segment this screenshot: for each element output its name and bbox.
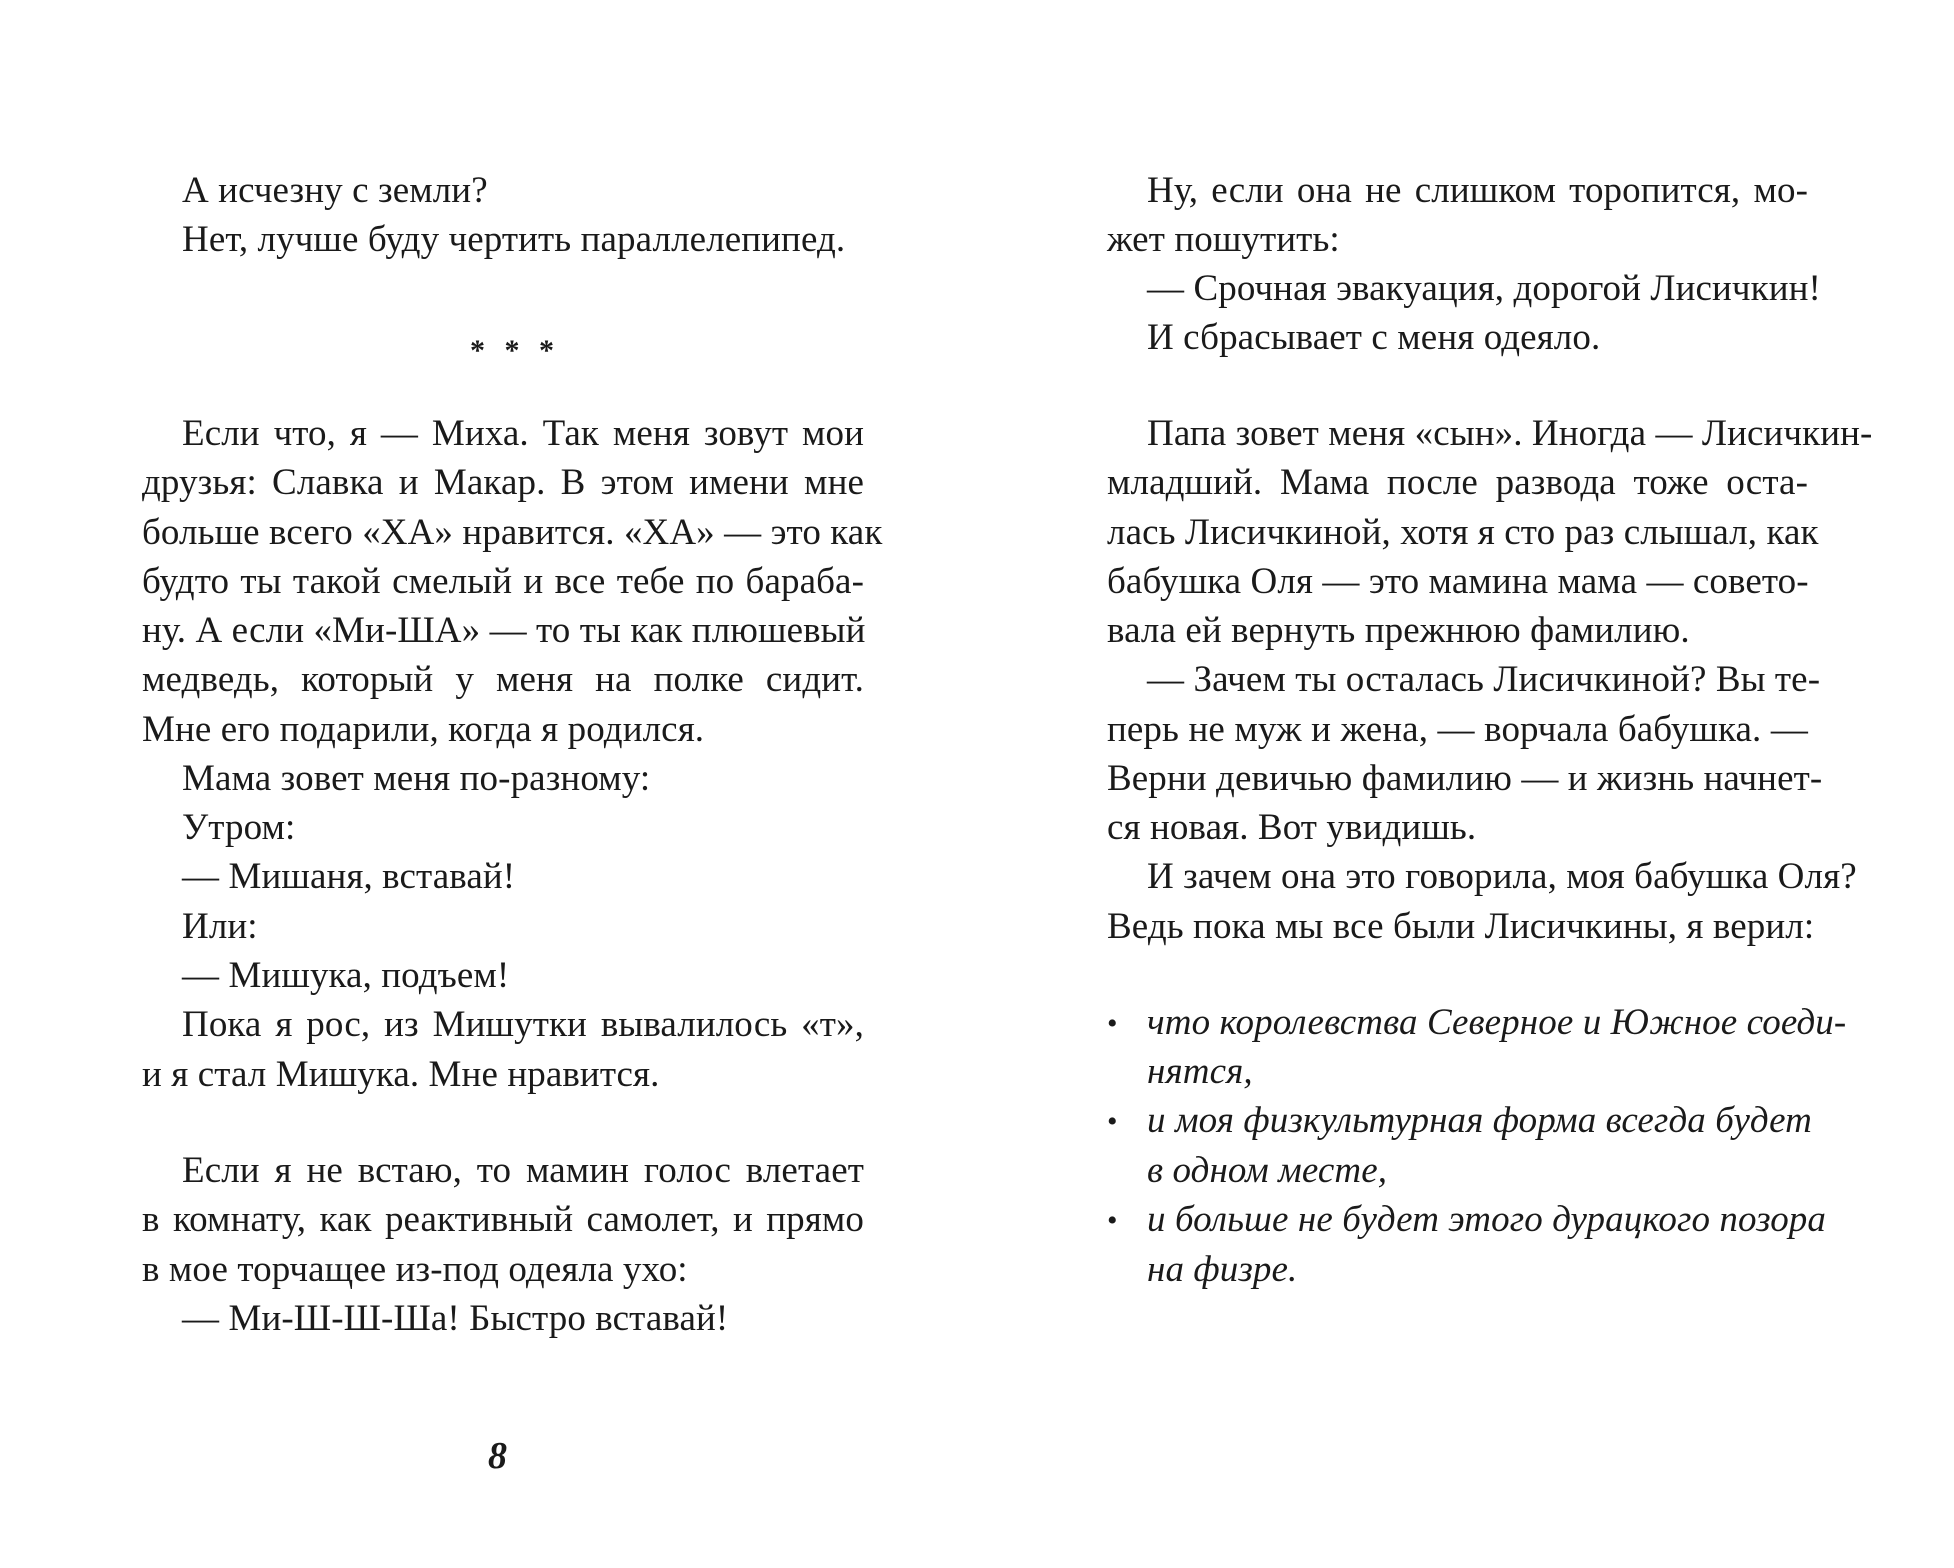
text-line: бабушка Оля — это мамина мама — совето- (1107, 561, 1809, 602)
list-item-text: и больше не будет этого дурацкого позора (1147, 1199, 1826, 1240)
list-item-text: нятся, (1147, 1051, 1253, 1092)
text-line: будто ты такой смелый и все тебе по бараба- (142, 561, 864, 602)
text-line: Нет, лучше буду чертить параллелепипед. (182, 219, 846, 260)
text-line: Ну, если она не слишком торопится, мо- (1147, 170, 1808, 211)
text-line: — Ми-Ш-Ш-Ша! Быстро вставай! (182, 1298, 729, 1339)
list-item-text: и моя физкультурная форма всегда будет (1147, 1100, 1812, 1141)
text-line: ну. А если «Ми-ША» — то ты как плюшевый (142, 610, 866, 651)
text-line: в комнату, как реактивный самолет, и прямо (142, 1199, 864, 1240)
page-number: 8 (488, 1435, 507, 1477)
bullet-icon: • (1107, 1204, 1118, 1237)
text-line: Мама зовет меня по-разному: (182, 758, 651, 799)
text-line: Ведь пока мы все были Лисичкины, я верил: (1107, 906, 1815, 947)
text-line: Пока я рос, из Мишутки вывалилось «т», (182, 1004, 864, 1045)
text-line: вала ей вернуть прежнюю фамилию. (1107, 610, 1690, 651)
text-line: И зачем она это говорила, моя бабушка Оля? (1147, 856, 1857, 897)
bullet-icon: • (1107, 1007, 1118, 1040)
text-line: Верни девичью фамилию — и жизнь начнет- (1107, 758, 1823, 799)
text-line: Если что, я — Миха. Так меня зовут мои (182, 413, 864, 454)
text-line: перь не муж и жена, — ворчала бабушка. — (1107, 709, 1808, 750)
text-line: — Мишука, подъем! (182, 955, 510, 996)
text-line: — Мишаня, вставай! (182, 856, 516, 897)
text-line: в мое торчащее из-под одеяла ухо: (142, 1249, 688, 1290)
text-line: жет пошутить: (1107, 219, 1340, 260)
section-separator: * * * (470, 334, 560, 367)
text-line: И сбрасывает с меня одеяло. (1147, 317, 1601, 358)
text-line: — Зачем ты осталась Лисичкиной? Вы те- (1147, 659, 1821, 700)
list-item-text: в одном месте, (1147, 1150, 1388, 1191)
text-line: А исчезну с земли? (182, 170, 488, 211)
text-line: друзья: Славка и Макар. В этом имени мне (142, 462, 864, 503)
text-line: — Срочная эвакуация, дорогой Лисичкин! (1147, 268, 1821, 309)
text-line: Утром: (182, 807, 296, 848)
list-item-text: что королевства Северное и Южное соеди- (1147, 1002, 1847, 1043)
bullet-icon: • (1107, 1105, 1118, 1138)
text-line: младший. Мама после развода тоже оста- (1107, 462, 1808, 503)
text-line: Мне его подарили, когда я родился. (142, 709, 705, 750)
text-line: лась Лисичкиной, хотя я сто раз слышал, как (1107, 512, 1819, 553)
list-item-text: на физре. (1147, 1249, 1298, 1290)
text-line: Или: (182, 906, 258, 947)
text-line: медведь, который у меня на полке сидит. (142, 659, 864, 700)
text-line: ся новая. Вот увидишь. (1107, 807, 1477, 848)
text-line: больше всего «ХА» нравится. «ХА» — это как (142, 512, 883, 553)
text-line: Если я не встаю, то мамин голос влетает (182, 1150, 864, 1191)
text-line: Папа зовет меня «сын». Иногда — Лисичкин- (1147, 413, 1873, 454)
right-page (977, 0, 1954, 1568)
text-line: и я стал Мишука. Мне нравится. (142, 1054, 660, 1095)
